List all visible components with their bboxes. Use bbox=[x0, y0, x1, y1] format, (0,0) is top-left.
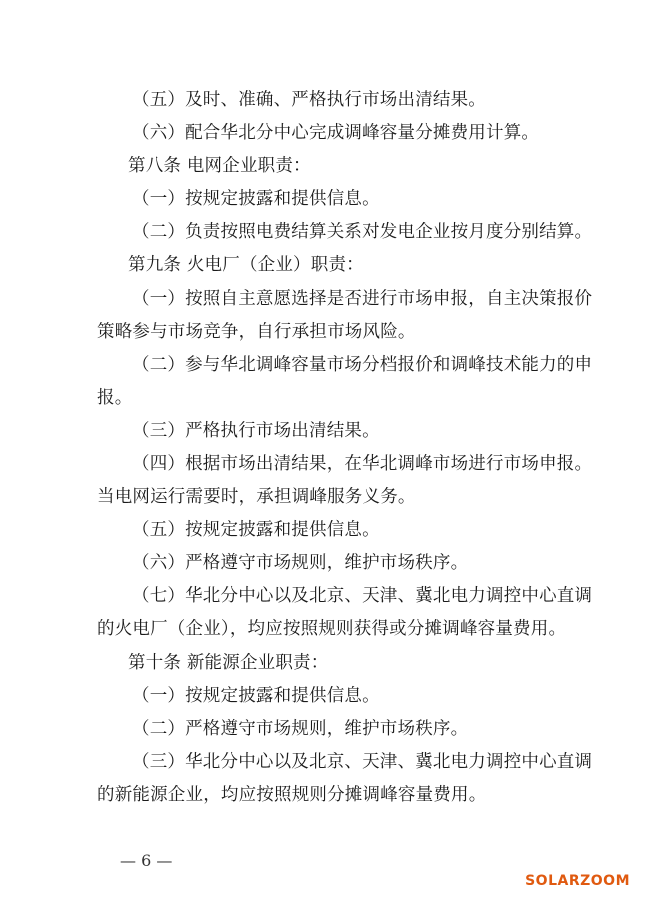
text-line: （六）严格遵守市场规则，维护市场秩序。 bbox=[132, 553, 469, 573]
text-line: 的火电厂（企业），均应按照规则获得或分摊调峰容量费用。 bbox=[97, 619, 567, 639]
watermark-logo: SOLARZOOM bbox=[525, 873, 630, 889]
text-line: （七）华北分中心以及北京、天津、冀北电力调控中心直调 bbox=[132, 586, 593, 606]
text-line: （一）按照自主意愿选择是否进行市场申报，自主决策报价 bbox=[132, 289, 593, 309]
article-heading: 第九条 火电厂（企业）职责： bbox=[128, 255, 364, 275]
text-line: 策略参与市场竞争，自行承担市场风险。 bbox=[97, 322, 416, 342]
text-line: （三）华北分中心以及北京、天津、冀北电力调控中心直调 bbox=[132, 752, 593, 772]
text-line: （六）配合华北分中心完成调峰容量分摊费用计算。 bbox=[132, 123, 540, 143]
article-heading: 第八条 电网企业职责： bbox=[128, 156, 311, 176]
text-line: （四）根据市场出清结果，在华北调峰市场进行市场申报。 bbox=[132, 454, 593, 474]
text-line: 的新能源企业，均应按照规则分摊调峰容量费用。 bbox=[97, 785, 487, 805]
text-line: 报。 bbox=[97, 388, 133, 408]
article-heading: 第十条 新能源企业职责： bbox=[128, 653, 329, 673]
text-line: （三）严格执行市场出清结果。 bbox=[132, 421, 380, 441]
text-line: （五）按规定披露和提供信息。 bbox=[132, 520, 380, 540]
text-line: （五）及时、准确、严格执行市场出清结果。 bbox=[132, 90, 486, 110]
text-line: （二）负责按照电费结算关系对发电企业按月度分别结算。 bbox=[132, 222, 593, 242]
text-line: 当电网运行需要时，承担调峰服务义务。 bbox=[97, 487, 416, 507]
text-line: （二）参与华北调峰容量市场分档报价和调峰技术能力的申 bbox=[132, 355, 593, 375]
text-line: （一）按规定披露和提供信息。 bbox=[132, 189, 380, 209]
text-line: （二）严格遵守市场规则，维护市场秩序。 bbox=[132, 719, 469, 739]
page-number: — 6 — bbox=[120, 851, 173, 870]
text-line: （一）按规定披露和提供信息。 bbox=[132, 686, 380, 706]
